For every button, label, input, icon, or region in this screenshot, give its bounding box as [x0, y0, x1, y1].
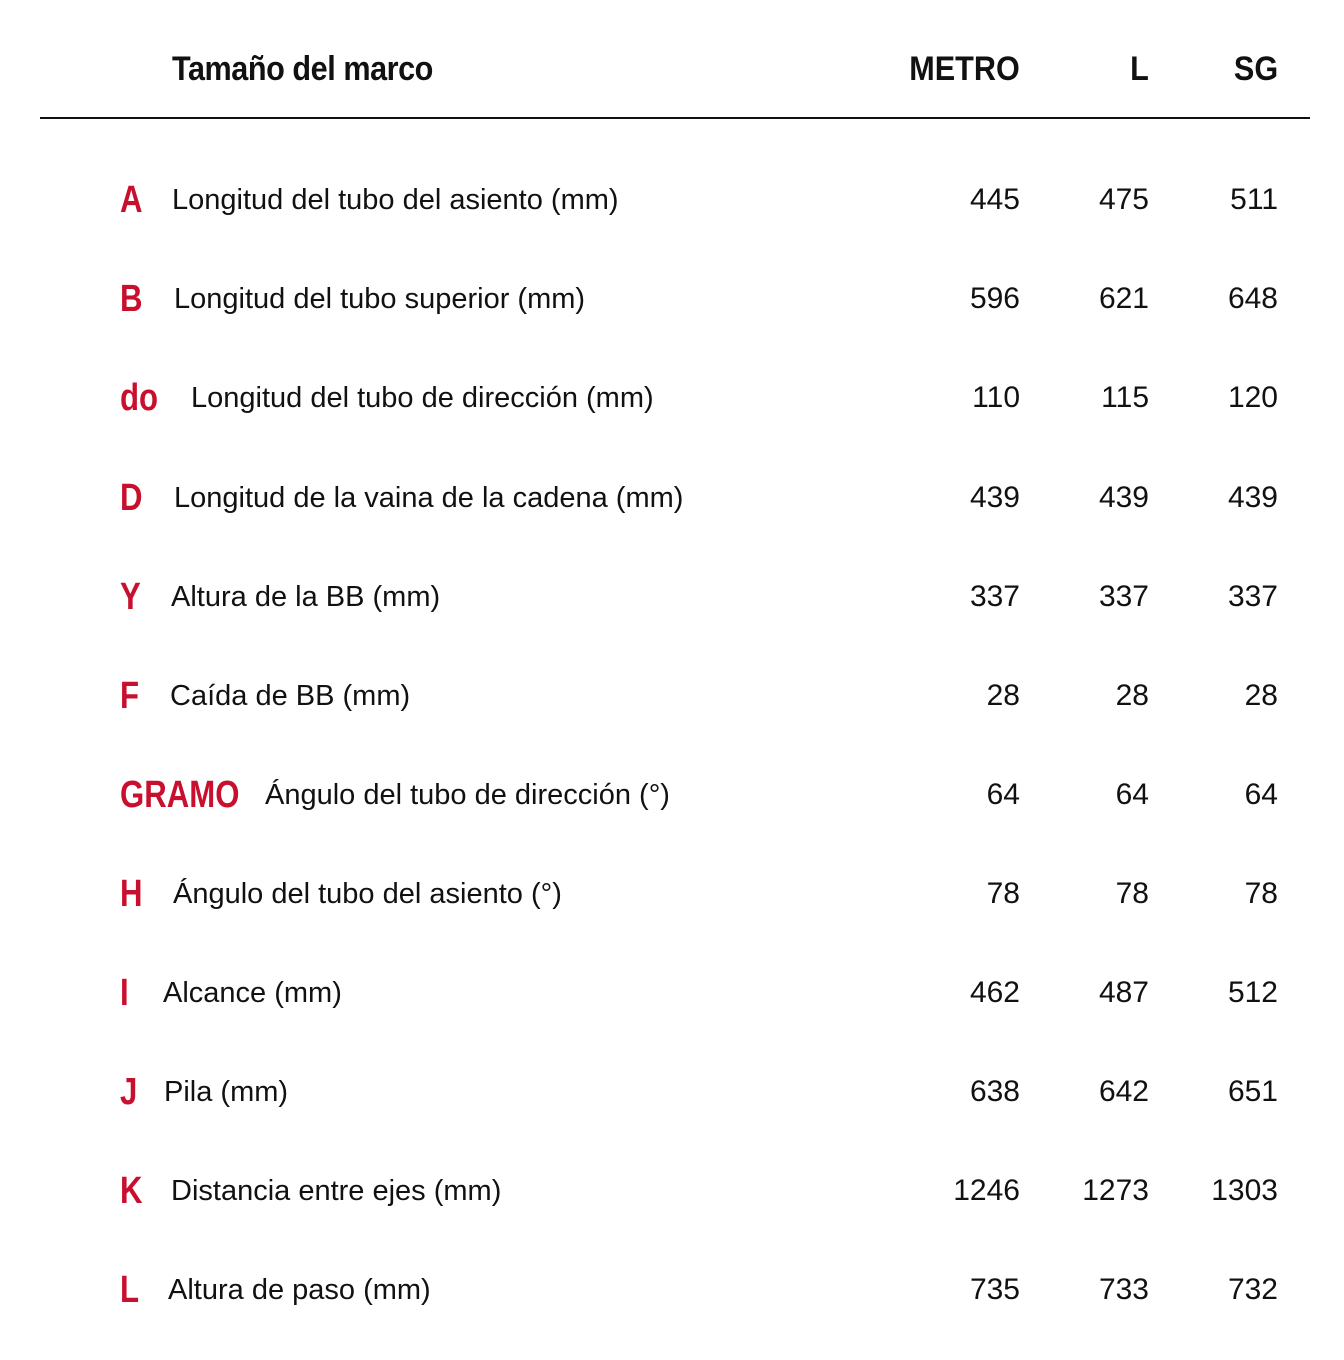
- value-metro: 638: [969, 1075, 1020, 1108]
- column-header-l: L: [1130, 50, 1149, 88]
- value-sg: 28: [1244, 679, 1278, 712]
- table-row: [0, 864, 1344, 924]
- row-label: Longitud del tubo del asiento (mm): [172, 184, 619, 216]
- row-letter: GRAMO: [120, 774, 240, 816]
- value-metro: 1246: [953, 1174, 1020, 1207]
- value-l: 337: [1098, 580, 1149, 613]
- row-label: Alcance (mm): [163, 977, 342, 1009]
- value-metro: 337: [969, 580, 1020, 613]
- row-label: Altura de paso (mm): [168, 1274, 431, 1306]
- value-sg: 120: [1227, 381, 1278, 414]
- row-letter: K: [120, 1170, 143, 1212]
- row-label: Distancia entre ejes (mm): [171, 1175, 502, 1207]
- row-letter: I: [120, 972, 129, 1014]
- value-l: 28: [1115, 679, 1149, 712]
- value-sg: 64: [1244, 778, 1278, 811]
- row-label: Pila (mm): [164, 1076, 289, 1108]
- frame-size-header: Tamaño del marco: [172, 50, 433, 88]
- table-row: [0, 368, 1344, 428]
- value-l: 78: [1115, 877, 1149, 910]
- table-row: [0, 567, 1344, 627]
- value-metro: 596: [969, 282, 1020, 315]
- value-sg: 732: [1227, 1273, 1278, 1306]
- table-row: [0, 1161, 1344, 1221]
- header-divider: [40, 117, 1310, 119]
- value-sg: 439: [1227, 481, 1278, 514]
- value-sg: 512: [1227, 976, 1278, 1009]
- value-l: 733: [1098, 1273, 1149, 1306]
- row-label: Longitud de la vaina de la cadena (mm): [174, 482, 684, 514]
- value-l: 475: [1098, 183, 1149, 216]
- value-sg: 651: [1227, 1075, 1278, 1108]
- table-row: [0, 1260, 1344, 1320]
- column-header-sg: SG: [1233, 50, 1278, 88]
- value-metro: 439: [969, 481, 1020, 514]
- row-letter: J: [120, 1071, 138, 1113]
- row-letter: H: [120, 873, 143, 915]
- table-row: [0, 1062, 1344, 1122]
- row-label: Longitud del tubo de dirección (mm): [191, 382, 654, 414]
- value-sg: 648: [1227, 282, 1278, 315]
- row-letter: L: [120, 1269, 140, 1311]
- value-metro: 445: [969, 183, 1020, 216]
- value-metro: 28: [986, 679, 1020, 712]
- row-letter: Y: [120, 576, 141, 618]
- table-row: [0, 666, 1344, 726]
- table-row: [0, 269, 1344, 329]
- row-letter: do: [120, 377, 159, 419]
- value-sg: 337: [1227, 580, 1278, 613]
- value-l: 487: [1098, 976, 1149, 1009]
- value-l: 64: [1115, 778, 1149, 811]
- table-row: [0, 963, 1344, 1023]
- value-l: 115: [1101, 381, 1149, 414]
- row-label: Altura de la BB (mm): [171, 581, 441, 613]
- value-l: 439: [1098, 481, 1149, 514]
- table-row: [0, 765, 1344, 825]
- value-sg: 511: [1230, 183, 1278, 216]
- row-label: Longitud del tubo superior (mm): [174, 283, 586, 315]
- row-letter: F: [120, 675, 140, 717]
- row-label: Ángulo del tubo del asiento (°): [173, 878, 562, 910]
- row-label: Caída de BB (mm): [170, 680, 411, 712]
- row-label: Ángulo del tubo de dirección (°): [265, 779, 670, 811]
- row-letter: D: [120, 477, 143, 519]
- value-sg: 78: [1244, 877, 1278, 910]
- row-letter: A: [120, 179, 143, 221]
- value-metro: 78: [986, 877, 1020, 910]
- value-metro: 462: [969, 976, 1020, 1009]
- value-metro: 64: [986, 778, 1020, 811]
- value-l: 642: [1098, 1075, 1149, 1108]
- value-sg: 1303: [1211, 1174, 1278, 1207]
- table-header: [0, 0, 1344, 120]
- row-letter: B: [120, 278, 143, 320]
- value-l: 621: [1098, 282, 1149, 315]
- table-row: [0, 468, 1344, 528]
- value-metro: 735: [969, 1273, 1020, 1306]
- table-row: [0, 170, 1344, 230]
- column-header-metro: METRO: [909, 50, 1020, 88]
- value-metro: 110: [972, 381, 1020, 414]
- value-l: 1273: [1082, 1174, 1149, 1207]
